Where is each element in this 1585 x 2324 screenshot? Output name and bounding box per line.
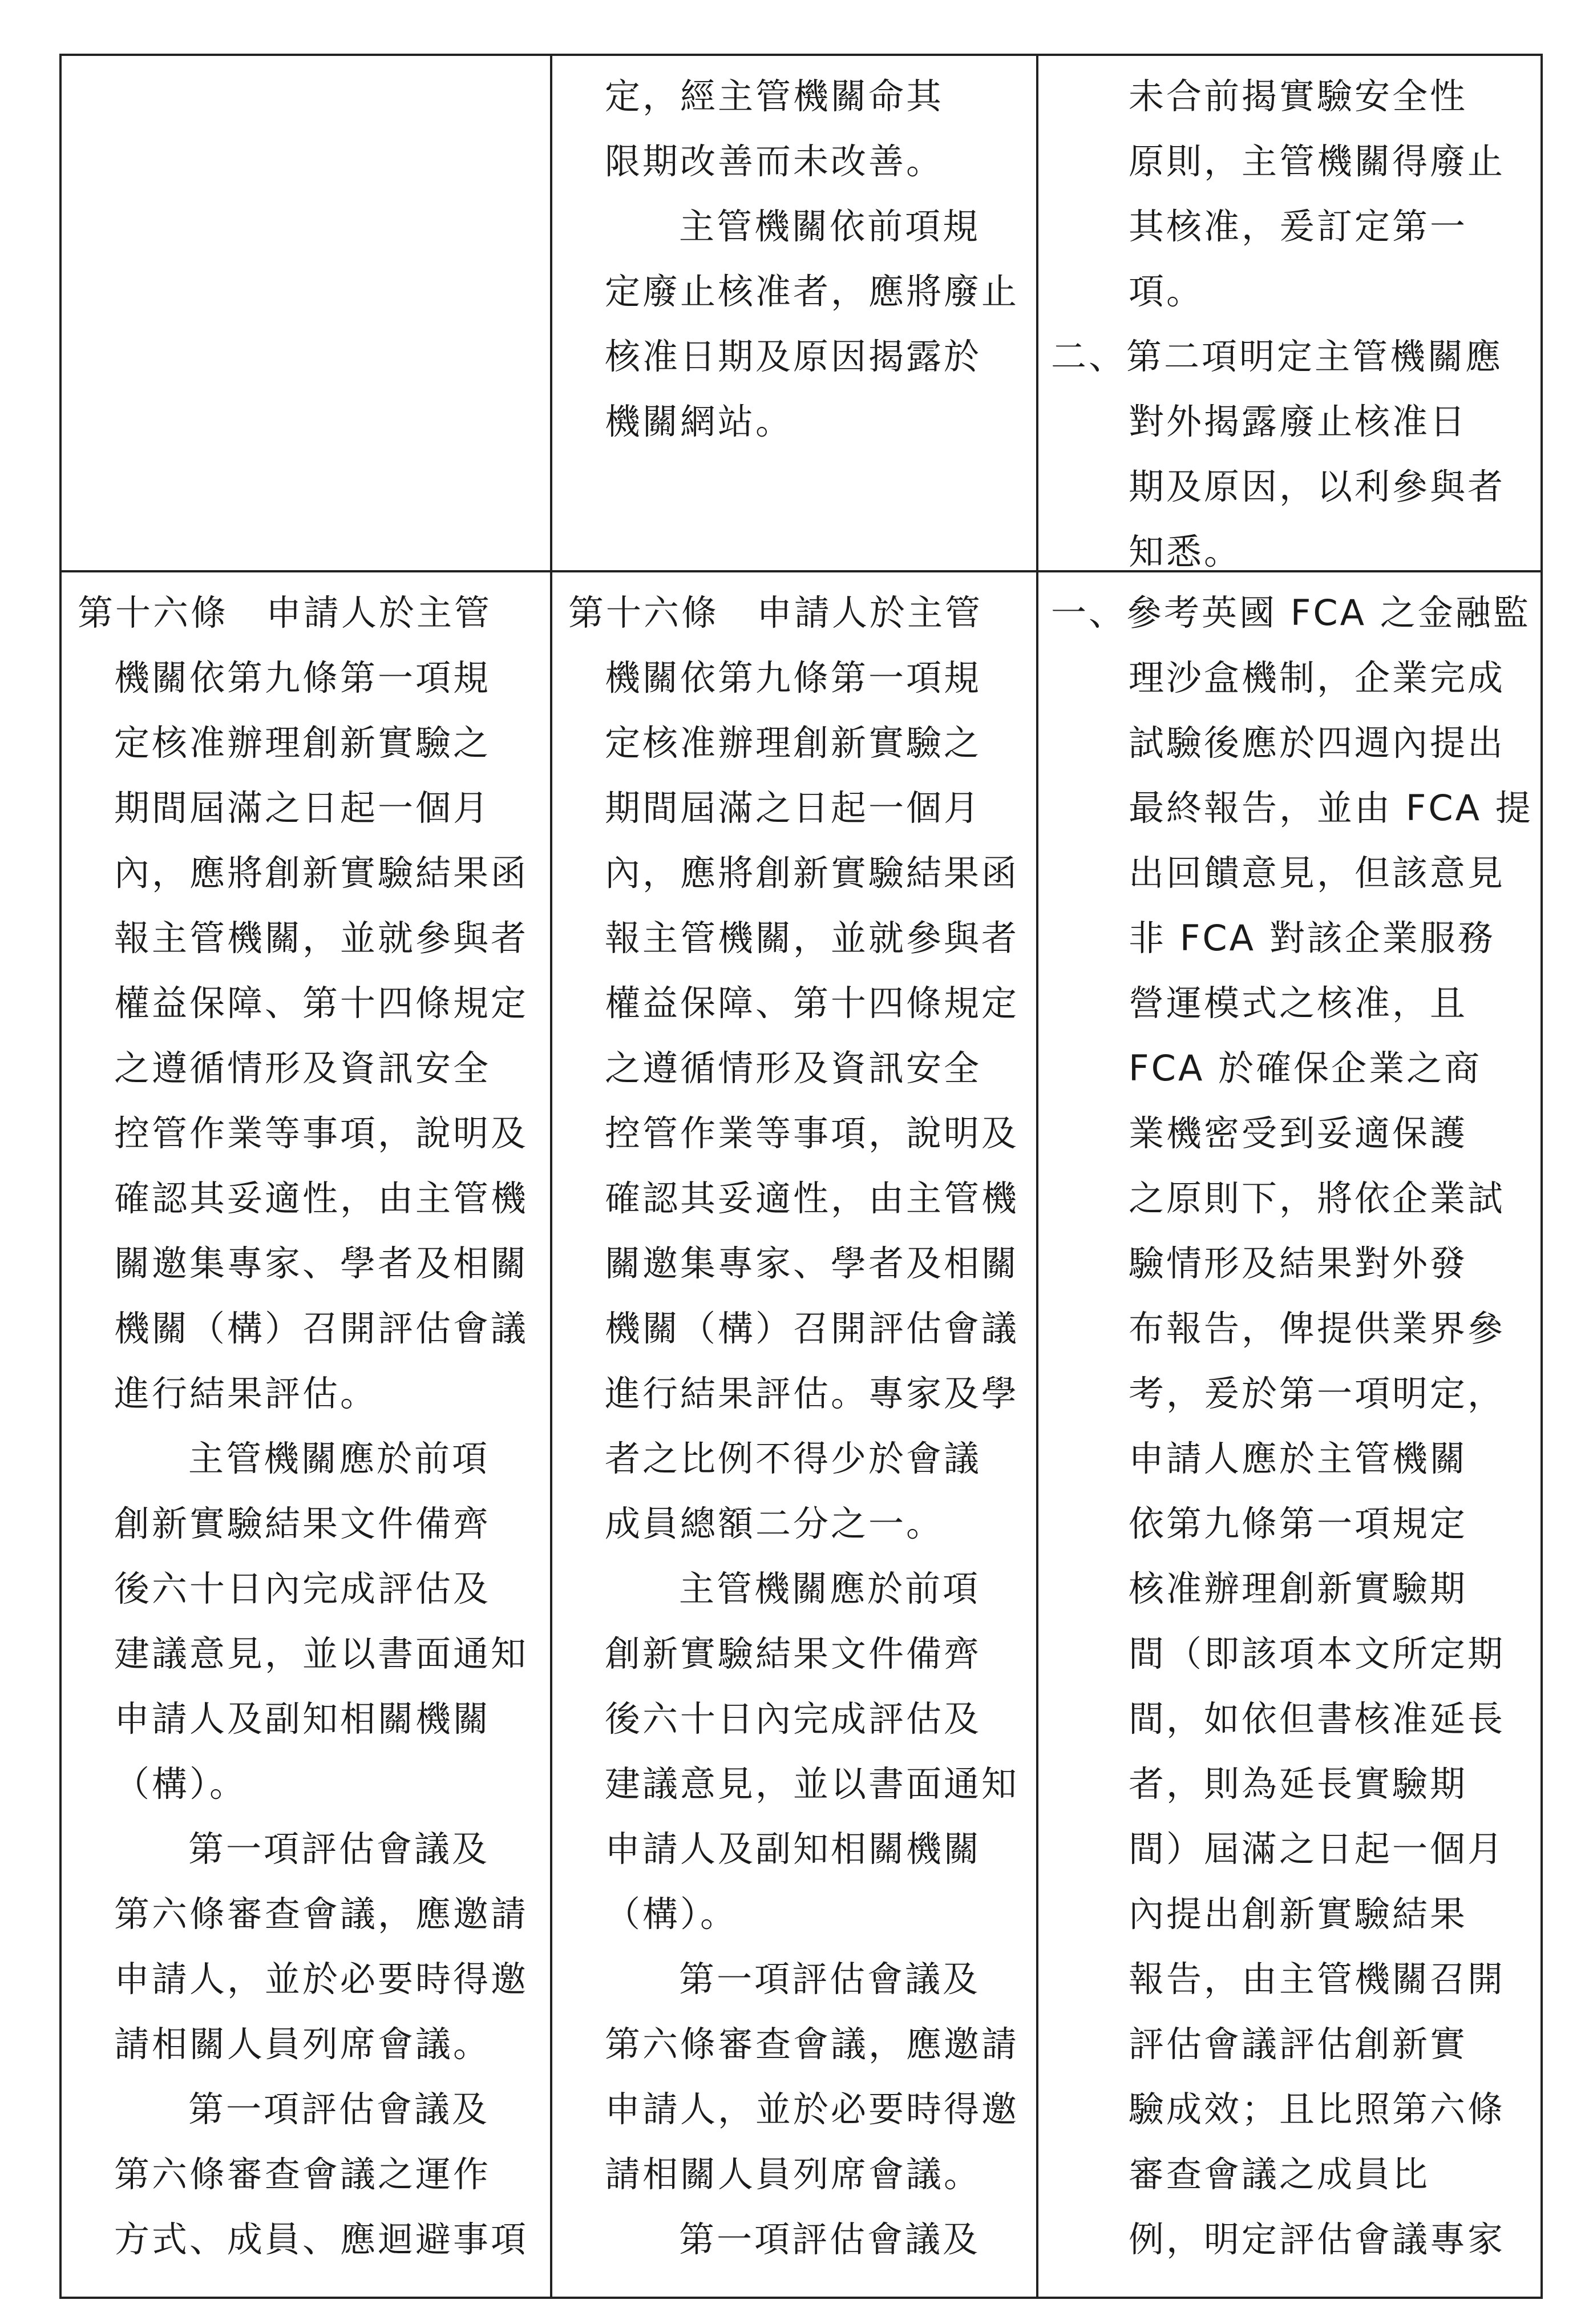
- article-text-cell-previous: [62, 56, 552, 570]
- text-line: 第一項評估會議及: [679, 2218, 981, 2260]
- text-line: 之原則下，將依企業試: [1129, 1177, 1506, 1219]
- text-line: 評估會議評估創新實: [1129, 2023, 1468, 2065]
- text-line: 期間屆滿之日起一個月: [114, 787, 491, 829]
- text-line: 限期改善而未改善。: [605, 140, 944, 182]
- text-line: 定核准辦理創新實驗之: [605, 722, 982, 764]
- text-line: 創新實驗結果文件備齊: [114, 1503, 491, 1544]
- text-line: 權益保障、第十四條規定: [114, 982, 529, 1024]
- text-line: 確認其妥適性，由主管機: [605, 1177, 1020, 1219]
- text-line: 業機密受到妥適保護: [1129, 1112, 1468, 1154]
- text-line: 機關依第九條第一項規: [114, 657, 491, 699]
- text-line: 之遵循情形及資訊安全: [605, 1047, 982, 1089]
- text-line: 定核准辦理創新實驗之: [114, 722, 491, 764]
- comparison-table: [59, 54, 1543, 2299]
- text-line: 第一項評估會議及: [679, 1958, 981, 2000]
- text-line: 知悉。: [1129, 531, 1242, 570]
- text-line: 核准日期及原因揭露於: [605, 336, 982, 377]
- text-line: 第六條審查會議，應邀請: [605, 2023, 1020, 2065]
- text-line: 間（即該項本文所定期: [1129, 1633, 1506, 1675]
- text-line: 申請人及副知相關機關: [605, 1828, 982, 1870]
- text-line: 請相關人員列席會議。: [114, 2023, 491, 2065]
- text-line: 依第九條第一項規定: [1129, 1503, 1468, 1544]
- text-line: 者，則為延長實驗期: [1129, 1763, 1468, 1805]
- text-line: 進行結果評估。專家及學: [605, 1373, 1020, 1414]
- text-line: 考，爰於第一項明定，: [1129, 1373, 1506, 1414]
- text-line: 第六條審查會議，應邀請: [114, 1893, 529, 1935]
- text-line: 建議意見，並以書面通知: [605, 1763, 1020, 1805]
- text-line: 主管機關依前項規: [679, 205, 981, 247]
- text-line: 定廢止核准者，應將廢止: [605, 271, 1020, 312]
- text-line: 創新實驗結果文件備齊: [605, 1633, 982, 1675]
- text-line: 方式、成員、應迴避事項: [114, 2218, 529, 2260]
- text-line: 第十六條 申請人於主管: [78, 592, 492, 634]
- text-line: 第一項評估會議及: [188, 1828, 490, 1870]
- text-line: （構）。: [605, 1893, 738, 1935]
- text-line: 內提出創新實驗結果: [1129, 1893, 1468, 1935]
- text-line: 關邀集專家、學者及相關: [605, 1242, 1020, 1284]
- text-line: 理沙盒機制，企業完成: [1129, 657, 1506, 699]
- text-line: 內，應將創新實驗結果函: [605, 852, 1020, 894]
- text-line: 關邀集專家、學者及相關: [114, 1242, 529, 1284]
- text-line: 後六十日內完成評估及: [605, 1698, 982, 1740]
- text-line: 申請人，並於必要時得邀: [605, 2088, 1020, 2130]
- article-text-cell-previous: [62, 572, 552, 2299]
- text-line: 機關網站。: [605, 401, 794, 442]
- text-line: 申請人應於主管機關: [1129, 1438, 1468, 1479]
- text-line: 二、第二項明定主管機關應: [1051, 336, 1503, 377]
- text-line: 機關（構）召開評估會議: [114, 1308, 529, 1349]
- text-line: 審查會議之成員比: [1129, 2153, 1430, 2195]
- table-row: [62, 56, 1540, 572]
- text-line: 權益保障、第十四條規定: [605, 982, 1020, 1024]
- text-line: 營運模式之核准，且: [1129, 982, 1468, 1024]
- text-line: 主管機關應於前項: [188, 1438, 490, 1479]
- text-line: 第六條審查會議之運作: [114, 2153, 491, 2195]
- text-line: 核准辦理創新實驗期: [1129, 1568, 1468, 1609]
- text-line: 未合前揭實驗安全性: [1129, 75, 1468, 117]
- text-line: 報告，由主管機關召開: [1129, 1958, 1506, 2000]
- text-line: 之遵循情形及資訊安全: [114, 1047, 491, 1089]
- text-line: 非 FCA 對該企業服務: [1129, 917, 1495, 959]
- text-line: 布報告，俾提供業界參: [1129, 1308, 1506, 1349]
- text-line: 者之比例不得少於會議: [605, 1438, 982, 1479]
- text-line: 例，明定評估會議專家: [1129, 2218, 1506, 2260]
- text-line: FCA 於確保企業之商: [1129, 1047, 1482, 1089]
- text-line: 第一項評估會議及: [188, 2088, 490, 2130]
- text-line: 報主管機關，並就參與者: [605, 917, 1020, 959]
- text-line: 進行結果評估。: [114, 1373, 378, 1414]
- text-line: 請相關人員列席會議。: [605, 2153, 982, 2195]
- text-line: 控管作業等事項，說明及: [605, 1112, 1020, 1154]
- article-text-cell-current: [552, 56, 1038, 570]
- table-row: [62, 572, 1540, 2299]
- text-line: 控管作業等事項，說明及: [114, 1112, 529, 1154]
- text-line: 間，如依但書核准延長: [1129, 1698, 1506, 1740]
- article-text-cell-current: [552, 572, 1038, 2299]
- text-line: 定，經主管機關命其: [605, 75, 944, 117]
- text-line: 期間屆滿之日起一個月: [605, 787, 982, 829]
- explanation-cell: [1038, 56, 1540, 570]
- text-line: 驗情形及結果對外發: [1129, 1242, 1468, 1284]
- text-line: 主管機關應於前項: [679, 1568, 981, 1609]
- text-line: 申請人及副知相關機關: [114, 1698, 491, 1740]
- explanation-cell: [1038, 572, 1540, 2299]
- text-line: 出回饋意見，但該意見: [1129, 852, 1506, 894]
- text-line: 第十六條 申請人於主管: [568, 592, 983, 634]
- text-line: 項。: [1129, 271, 1204, 312]
- text-line: 驗成效；且比照第六條: [1129, 2088, 1506, 2130]
- text-line: 內，應將創新實驗結果函: [114, 852, 529, 894]
- text-line: 間）屆滿之日起一個月: [1129, 1828, 1506, 1870]
- text-line: 後六十日內完成評估及: [114, 1568, 491, 1609]
- text-line: （構）。: [114, 1763, 248, 1805]
- text-line: 成員總額二分之一。: [605, 1503, 944, 1544]
- text-line: 期及原因，以利參與者: [1129, 466, 1506, 507]
- text-line: 申請人，並於必要時得邀: [114, 1958, 529, 2000]
- text-line: 一、參考英國 FCA 之金融監: [1051, 592, 1531, 634]
- text-line: 其核准，爰訂定第一: [1129, 205, 1468, 247]
- text-line: 機關（構）召開評估會議: [605, 1308, 1020, 1349]
- text-line: 確認其妥適性，由主管機: [114, 1177, 529, 1219]
- text-line: 報主管機關，並就參與者: [114, 917, 529, 959]
- text-line: 最終報告，並由 FCA 提: [1129, 787, 1533, 829]
- text-line: 原則，主管機關得廢止: [1129, 140, 1506, 182]
- text-line: 試驗後應於四週內提出: [1129, 722, 1506, 764]
- text-line: 機關依第九條第一項規: [605, 657, 982, 699]
- text-line: 對外揭露廢止核准日: [1129, 401, 1468, 442]
- text-line: 建議意見，並以書面通知: [114, 1633, 529, 1675]
